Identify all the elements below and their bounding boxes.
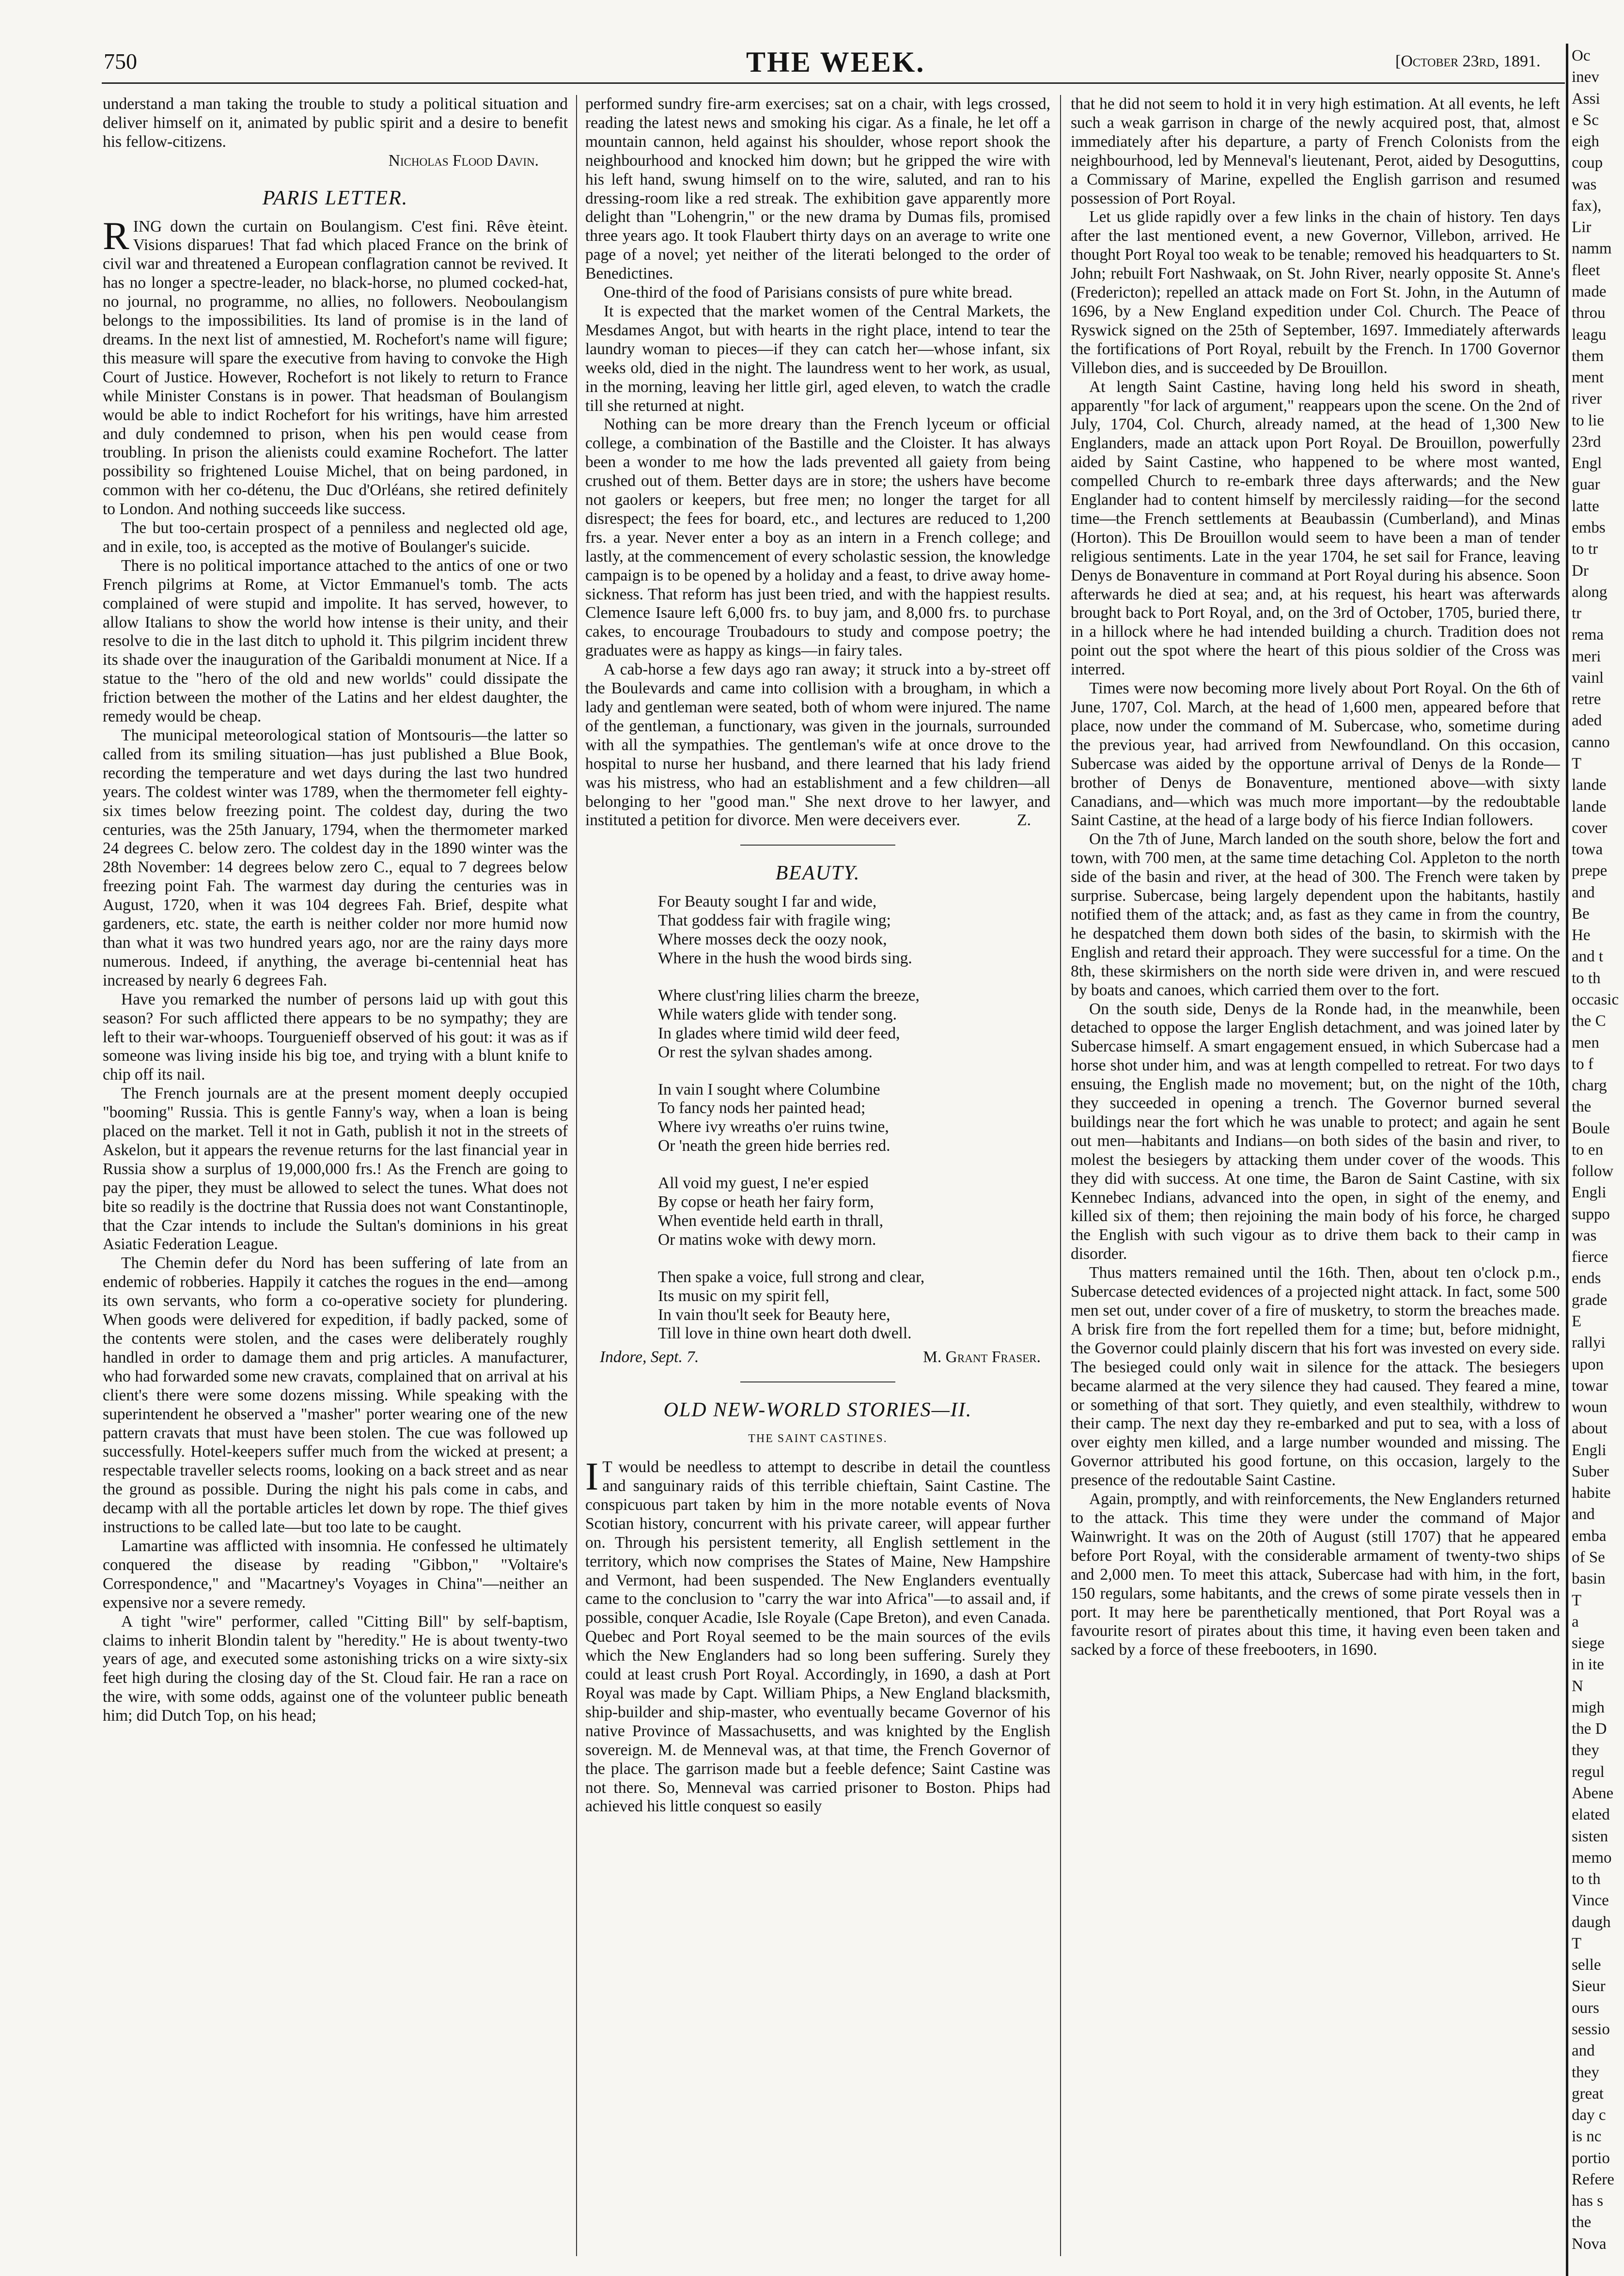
adjacent-page-fragment: daugh bbox=[1572, 1914, 1611, 1931]
poem-stanza bbox=[658, 1174, 1050, 1250]
paragraph: At length Saint Castine, having long held his sword in sheath, apparently "for lack of argument," reappears upon the scene. On the 2nd of July, 1704, Col. Church, already named, at the head of 1,300 New Englanders, made an attack upon Port Royal. De Brouillon, powerfully aided by Saint Castine, who happened to be where most wanted, compelled Church to re-embark three days afterwards; and the New Englander had to content himself by mercilessly raiding—for the second time—the French settlements at Beaubassin (Cumberland), and Minas (Horton). This De Brouillon would seem to have been a man of tender religious sentiments. Late in the year 1704, he set sail for France, leaving Denys de Bonaventure in command at Port Royal during his absence. Soon afterwards he died at sea; and, at his request, his heart was afterwards brought back to Port Royal, and, on the 3rd of October, 1705, buried there, in a hillock where he had intended building a church. Tradition does not point out the spot where the heart of this pious soldier of the Cross was interred. bbox=[1071, 377, 1560, 679]
paragraph: Times were now becoming more lively about Port Royal. On the 6th of June, 1707, Col. March, at the head of 1,600 men, appeared before that place, now under the command of M. Subercase, who, sometime during the previous year, had arrived from Newfoundland. On this occasion, Subercase was aided by the opportune arrival of Denys de la Ronde—brother of Denys de Bonaventure, mentioned above—with sixty Canadians, and—which was much more important—by the redoubtable Saint Castine, at the head of a large body of his fierce Indian followers. bbox=[1071, 679, 1560, 830]
adjacent-page-fragment: men bbox=[1572, 1034, 1599, 1052]
adjacent-page-fragment: to lie bbox=[1572, 412, 1604, 429]
adjacent-page-edge bbox=[1569, 0, 1624, 2276]
journal-title: THE WEEK. bbox=[746, 46, 925, 78]
adjacent-page-fragment: Engli bbox=[1572, 1442, 1607, 1459]
adjacent-page-fragment: and bbox=[1572, 2042, 1595, 2059]
poem-line: Then spake a voice, full strong and clear, bbox=[658, 1268, 925, 1286]
adjacent-page-fragment: has s bbox=[1572, 2192, 1604, 2210]
adjacent-page-fragment: aded bbox=[1572, 712, 1602, 729]
adjacent-page-fragment: canno bbox=[1572, 734, 1610, 751]
section-title-old-new-world-stories: OLD NEW-WORLD STORIES—II. bbox=[663, 1399, 972, 1422]
adjacent-page-fragment: T bbox=[1572, 1935, 1582, 1952]
issue-date: [October 23rd, 1891. bbox=[1395, 52, 1541, 70]
adjacent-page-fragment: to tr bbox=[1572, 540, 1598, 558]
adjacent-page-fragment: Dr bbox=[1572, 562, 1589, 580]
adjacent-page-fragment: Abene bbox=[1572, 1785, 1614, 1802]
adjacent-page-fragment: them bbox=[1572, 347, 1604, 365]
paragraph: The French journals are at the present moment deeply occupied "booming" Russia. This is gentle Fanny's way, when a loan is being placed on the market. Tell it not in Gath, publish it not in the streets of Askelon, but it appears the revenue returns for the last financial year in Russia show a surplus of 19,000,000 frs.! As the French are going to pay the piper, they must be allowed to select the tunes. What does not bite so readily is the doctrine that Russia does not want Constantinople, that the Czar intends to include the Sultan's dominions in his great Asiatic Federation League. bbox=[103, 1084, 568, 1254]
adjacent-page-fragment: Sieur bbox=[1572, 1978, 1606, 1995]
poem-line: Where in the hush the wood birds sing. bbox=[658, 949, 912, 967]
adjacent-page-fragment: Suber bbox=[1572, 1463, 1609, 1480]
paragraph: It is expected that the market women of the Central Markets, the Mesdames Angot, but with hearts in the right place, intend to tear the laundry woman to pieces—if they can catch her—whose infant, six weeks old, died in the night. The laundress went to her work, as usual, in the morning, leaving her little girl, aged eleven, to watch the cradle till she returned at night. bbox=[585, 302, 1050, 415]
section-title-beauty: BEAUTY. bbox=[775, 862, 860, 885]
adjacent-page-fragment: Boule bbox=[1572, 1120, 1610, 1137]
paragraph: One-third of the food of Parisians consists of pure white bread. bbox=[604, 283, 1013, 302]
adjacent-page-fragment: T bbox=[1572, 1592, 1582, 1609]
paragraph: Thus matters remained until the 16th. Then, about ten o'clock p.m., Subercase detected evidences of a projected night attack. In fact, some 500 men set out, under cover of a fire of musketry, to storm the breaches made. A brisk fire from the fort repelled them for a time; but, before midnight, the Governor could plainly discern that his fort was invested on every side. The besieged could only wait in silence for the attack. The besiegers became alarmed at the very silence they had caused. They feared a mine, or something of that sort. They quietly, and even stealthily, withdrew to their camp. The next day they re-embarked and put to sea, with a loss of over eighty men killed, and a large number wounded and missing. The Governor attributed his good fortune, on this occasion, largely to the presence of the redoutable Saint Castine. bbox=[1071, 1264, 1560, 1490]
adjacent-page-fragment: great bbox=[1572, 2085, 1604, 2103]
paragraph: The but too-certain prospect of a penniless and neglected old age, and in exile, too, is accepted as the motive of Boulanger's suicide. bbox=[103, 519, 568, 556]
adjacent-page-fragment: leagu bbox=[1572, 326, 1607, 344]
adjacent-page-fragment: Nova bbox=[1572, 2235, 1607, 2253]
adjacent-page-fragment: fierce bbox=[1572, 1248, 1608, 1266]
adjacent-page-fragment: was bbox=[1572, 176, 1597, 193]
column-3 bbox=[1071, 95, 1560, 2256]
adjacent-page-fragment: selle bbox=[1572, 1956, 1601, 1974]
adjacent-page-fragment: cover bbox=[1572, 819, 1608, 837]
column-2 bbox=[585, 95, 1050, 2256]
adjacent-page-fragment: E bbox=[1572, 1313, 1582, 1330]
adjacent-page-fragment: made bbox=[1572, 283, 1607, 300]
adjacent-page-fragment: a bbox=[1572, 1613, 1579, 1631]
adjacent-page-fragment: the D bbox=[1572, 1720, 1607, 1738]
paragraph: Have you remarked the number of persons laid up with gout this season? For such afflicted there appears to be no sympathy; they are left to their war-whoops. Tourguenieff observed of his gout: it was as if someone was living inside his big toe, and trying with a blunt knife to chip off its nail. bbox=[103, 990, 568, 1084]
adjacent-page-fragment: and bbox=[1572, 1506, 1595, 1523]
adjacent-page-fragment: towar bbox=[1572, 1377, 1608, 1395]
poem-line: For Beauty sought I far and wide, bbox=[658, 893, 877, 911]
adjacent-page-fragment: to th bbox=[1572, 970, 1601, 987]
poem-line: Where clust'ring lilies charm the breeze, bbox=[658, 986, 920, 1005]
adjacent-page-fragment: they bbox=[1572, 2064, 1599, 2081]
paragraph: that he did not seem to hold it in very high estimation. At all events, he left such a weak garrison in charge of the newly acquired post, that, almost immediately after his departure, a party of French Colonists from the neighbourhood, led by Menneval's lieutenant, Perot, aided by Desoguttins, a Commissary of Marine, expelled the English garrison and resumed possession of Port Royal. bbox=[1071, 95, 1560, 207]
adjacent-page-fragment: sessio bbox=[1572, 2021, 1610, 2038]
adjacent-page-fragment: Oc bbox=[1572, 47, 1591, 64]
adjacent-page-fragment: and bbox=[1572, 884, 1595, 901]
adjacent-page-fragment: ment bbox=[1572, 369, 1604, 386]
section-title-paris-letter: PARIS LETTER. bbox=[262, 187, 408, 209]
paragraph: Again, promptly, and with reinforcements, the New Englanders returned to the attack. This time they were under the command of Major Wainwright. It was on the 20th of August (still 1707) that he appeared before Port Royal, with the considerable armament of twenty-two ships and 2,000 men. To meet this attack, Subercase had with him, in the fort, 150 regulars, some habitants, and the crews of some pirate vessels then in port. It may here be parenthetically mentioned, that Port Royal was a favourite resort of pirates about this time, it having even been taken and sacked by a force of these freebooters, in 1690. bbox=[1071, 1490, 1560, 1659]
adjacent-page-fragment: Engli bbox=[1572, 1184, 1607, 1201]
adjacent-page-fragment: vainl bbox=[1572, 669, 1604, 687]
adjacent-page-fragment: occasic bbox=[1572, 991, 1619, 1008]
paragraph: Lamartine was afflicted with insomnia. He confessed he ultimately conquered the disease by reading "Gibbon," "Voltaire's Correspondence," and "Macartney's Voyages in China"—neither an expensive nor a severe remedy. bbox=[103, 1537, 568, 1612]
poem-line: In vain I sought where Columbine bbox=[658, 1080, 880, 1099]
column-divider bbox=[1060, 95, 1061, 2256]
adjacent-page-fragment: ends bbox=[1572, 1270, 1601, 1287]
adjacent-page-fragment: habite bbox=[1572, 1484, 1611, 1502]
poem-line: Or rest the sylvan shades among. bbox=[658, 1043, 873, 1061]
paragraph: On the south side, Denys de la Ronde had, in the meanwhile, been detached to oppose the larger English detachment, and was joined later by Subercase himself. A smart engagement ensued, in which Subercase had a horse shot under him, and was at length compelled to retreat. For two days ensuing, the English made no movement; but, on the night of the 10th, they succeeded in opening a trench. The Governor burned several buildings near the fort which he was unable to protect; and again he sent out men—habitants and Indians—on both sides of the basin and river, to molest the besiegers by attacking them under cover of the woods. This they did with success. At one time, the Baron de Saint Castine, with six Kennebec Indians, advanced into the open, in sight of the enemy, and killed six of them; then rejoining the main body of his force, he charged the English with such vigour as to drive them back to their camp in disorder. bbox=[1071, 1000, 1560, 1263]
adjacent-page-fragment: ours bbox=[1572, 1999, 1599, 2017]
adjacent-page-fragment: Be bbox=[1572, 905, 1590, 923]
adjacent-page-fragment: elated bbox=[1572, 1806, 1610, 1823]
adjacent-page-fragment: embs bbox=[1572, 519, 1606, 536]
adjacent-page-fragment: rallyi bbox=[1572, 1334, 1606, 1351]
paragraph: performed sundry fire-arm exercises; sat on a chair, with legs crossed, reading the latest news and smoking his cigar. As a finale, he let off a mountain cannon, held against his shoulder, whose report shook the neighbourhood and knocked him down; but he gripped the wire with his left hand, swung himself on to the wire, saluted, and ran to his dressing-room like a red streak. The exhibition gave apparently more delight than "Lohengrin," or the new drama by Dumas fils, promised three years ago. It took Flaubert thirty days on an average to write one page of a novel; yet neither of the literati belonged to the order of Benedictines. bbox=[585, 95, 1050, 283]
adjacent-page-fragment: woun bbox=[1572, 1398, 1608, 1416]
page-number: 750 bbox=[104, 49, 137, 74]
adjacent-page-fragment: of Se bbox=[1572, 1549, 1605, 1566]
drop-cap: I bbox=[585, 1454, 599, 1499]
adjacent-page-fragment: fleet bbox=[1572, 262, 1600, 279]
paragraph: A cab-horse a few days ago ran away; it struck into a by-street off the Boulevards and came into collision with a brougham, in which a lady and gentleman were seated, both of whom were injured. The name of the gentleman, a functionary, was given in the journals, surrounded with all the sympathies. The gentleman's wife at once drove to the hospital to nurse her husband, and there learned that his lady friend was his mistress, who had an establishment and a few children—all belonging to her "good man." She next drove to her lawyer, and instituted a petition for divorce. Men were deceivers ever. Z. bbox=[585, 660, 1050, 830]
adjacent-page-fragment: inev bbox=[1572, 68, 1599, 86]
adjacent-page-fragment: the C bbox=[1572, 1012, 1606, 1030]
poem-line: When eventide held earth in thrall, bbox=[658, 1211, 884, 1230]
adjacent-page-fragment: lande bbox=[1572, 798, 1607, 816]
adjacent-page-fragment: Refere bbox=[1572, 2171, 1614, 2188]
poem-stanza bbox=[658, 1268, 1050, 1344]
adjacent-page-fragment: grade bbox=[1572, 1291, 1608, 1309]
paragraph: Let us glide rapidly over a few links in the chain of history. Ten days after the last mentioned event, a new Governor, Villebon, arrived. He thought Port Royal too weak to be tenable; removed his headquarters to St. John; rebuilt Fort Nashwaak, on St. John River, nearly opposite St. Anne's (Fredericton); repelled an attack made on Fort St. John, in the Autumn of 1696, by a New England expedition under Col. Church. The Peace of Ryswick signed on the 25th of September, 1697. Immediately afterwards the fortifications of Port Royal, rebuilt by the French. In 1700 Governor Villebon dies, and is succeeded by De Brouillon. bbox=[1071, 208, 1560, 377]
adjacent-page-fragment: charg bbox=[1572, 1077, 1607, 1094]
adjacent-page-fragment: and t bbox=[1572, 948, 1604, 965]
poem-line: Till love in thine own heart doth dwell. bbox=[658, 1324, 912, 1343]
adjacent-page-fragment: suppo bbox=[1572, 1206, 1610, 1223]
paragraph: The Chemin defer du Nord has been suffering of late from an endemic of robberies. Happily it catches the rogues in the end—among its own servants, who form a co-operative society for plundering. When goods were delivered for expedition, if badly packed, some of the contents were stolen, and the cases were deliberately roughly handled in order to damage them and prig articles. A manufacturer, who had forwarded some new cravats, complained that on arrival at his client's there were some dozens missing. While speaking with the superintendent he observed a "masher" porter wearing one of the new pattern cravats that must have been stolen. The cue was followed up successfully. Hotel-keepers suffer much from the wicked at present; a respectable traveller selects rooms, looking on a back street and as near the ground as possible. During the night his pals come in cabs, and decamp with all the portable articles let down by rope. The thief gives instructions to be called late—but too late to be caught. bbox=[103, 1254, 568, 1537]
adjacent-page-fragment: rema bbox=[1572, 626, 1604, 644]
poem-line: While waters glide with tender song. bbox=[658, 1005, 897, 1023]
paragraph: understand a man taking the trouble to study a political situation and deliver himself on it, animated by public spirit and a desire to benefit his fellow-citizens. bbox=[103, 95, 568, 151]
poem-line: In vain thou'lt seek for Beauty here, bbox=[658, 1305, 890, 1324]
poem-line: Where ivy wreaths o'er ruins twine, bbox=[658, 1118, 889, 1136]
adjacent-page-fragment: the bbox=[1572, 2213, 1592, 2231]
adjacent-page-fragment: tr bbox=[1572, 605, 1582, 622]
adjacent-page-fragment: eigh bbox=[1572, 133, 1599, 150]
paragraph: On the 7th of June, March landed on the south shore, below the fort and town, with 700 men, at the same time detaching Col. Appleton to the north side of the basin and river, at the head of 300. The French were taken by surprise. Subercase, being largely dependent upon the habitants, hastily notified them of the attack; and, as fast as they came in from the country, he despatched them down both sides of the basin, to skirmish with the English and retard their approach. They were successful for a time. On the 8th, these skirmishers on the north side were driven in, and were rescued by boats and canoes, which carried them over to the fort. bbox=[1071, 830, 1560, 999]
adjacent-page-fragment: siege bbox=[1572, 1634, 1605, 1652]
poem-line: Or 'neath the green hide berries red. bbox=[658, 1137, 890, 1155]
poem-stanza bbox=[658, 1081, 1050, 1156]
adjacent-page-fragment: was bbox=[1572, 1227, 1597, 1244]
adjacent-page-fragment: portio bbox=[1572, 2150, 1610, 2167]
column-divider bbox=[576, 95, 577, 2256]
adjacent-page-fragment: lande bbox=[1572, 776, 1607, 794]
adjacent-page-fragment: 23rd bbox=[1572, 433, 1601, 451]
adjacent-page-fragment: memo bbox=[1572, 1849, 1612, 1867]
adjacent-page-fragment: Engl bbox=[1572, 455, 1602, 472]
poem-place-date: Indore, Sept. 7. bbox=[600, 1348, 699, 1366]
paragraph: I T would be needless to attempt to describe in detail the countless and sanguinary raids of this terrible chieftain, Saint Castine. The conspicuous part taken by him in the more notable events of Nova Scotian history, concurrent with his private career, will appear further on. Through his persistent temerity, all English settlement in the territory, which now comprises the States of Maine, New Hampshire and Vermont, had been suspended. The New Englanders eventually came to the conclusion to "carry the war into Africa"—to assail and, if possible, conquer Acadie, Isle Royale (Cape Breton), and even Canada. Quebec and Port Royal seemed to be the main sources of the evils which the New Englanders had so long been suffering. Surely they could at least crush Port Royal. Accordingly, in 1690, a dash at Port Royal was made by Capt. William Phips, a New England blacksmith, ship-builder and ship-master, who eventually became Governor of his native Province of Massachusetts, and was knighted by the English sovereign. M. de Menneval was, at that time, the French Governor of the place. The garrison made but a feeble defence; Saint Castine was not there. So, Menneval was carried prisoner to Boston. Phips had achieved his little conquest so easily bbox=[585, 1454, 1050, 1816]
adjacent-page-fragment: guar bbox=[1572, 476, 1600, 493]
adjacent-page-fragment: coup bbox=[1572, 154, 1603, 172]
adjacent-page-fragment: follow bbox=[1572, 1162, 1614, 1180]
section-rule bbox=[740, 1381, 895, 1382]
poem-line: Or matins woke with dewy morn. bbox=[658, 1230, 876, 1249]
adjacent-page-fragment: meri bbox=[1572, 648, 1601, 665]
column-1 bbox=[103, 95, 568, 2256]
adjacent-page-fragment: fax), bbox=[1572, 197, 1602, 215]
adjacent-page-fragment: in ite bbox=[1572, 1656, 1604, 1673]
adjacent-page-fragment: Assi bbox=[1572, 90, 1600, 108]
adjacent-page-fragment: emba bbox=[1572, 1527, 1607, 1545]
poem-stanza bbox=[658, 893, 1050, 968]
adjacent-page-fragment: to th bbox=[1572, 1870, 1601, 1888]
paragraph: Nothing can be more dreary than the French lyceum or official college, a combination of the Bastille and the Cloister. It has always been a wonder to me how the lads prevented all gaiety from being crushed out of them. Better days are in store; the ushers have become not gaolers or keepers, but free men; no longer the target for all disrespect; the fees for board, etc., and lectures are reduced to 1,200 frs. a year. Never enter a boy as an intern in a French college; and lastly, at the commencement of every scholastic session, the knowledge campaign is to be opened by a holiday and a feast, to drive away home-sickness. That reform has just been tried, and with the happiest results. Clemence Isaure left 6,000 frs. to buy jam, and 8,000 frs. to purchase cakes, to encourage Troubadours to study and compose poetry; the graduates were as happy as kings—in fairy tales. bbox=[585, 415, 1050, 660]
poem-line: To fancy nods her painted head; bbox=[658, 1099, 866, 1117]
author-signature: Z. bbox=[1017, 811, 1031, 830]
adjacent-page-fragment: towa bbox=[1572, 841, 1603, 858]
adjacent-page-fragment: Lir bbox=[1572, 219, 1592, 236]
paragraph: There is no political importance attached to the antics of one or two French pilgrims at Rome, at Victor Emmanuel's tomb. The acts complained of were stupid and impolite. It has served, however, to allow Italians to show the world how intense is their unity, and their resolve to die in the last ditch to uphold it. This pilgrim incident threw its shade over the inauguration of the Garibaldi monument at Nice. If a statue to the "hero of the old and new worlds" could dissipate the friction between the mother of the Latins and her eldest daughter, the remedy would be cheap. bbox=[103, 556, 568, 726]
adjacent-page-fragment: prepe bbox=[1572, 862, 1608, 879]
paragraph: The municipal meteorological station of Montsouris—the latter so called from its smiling situation—has just published a Blue Book, recording the temperature and wet days during the last two hundred years. The coldest winter was 1789, when the thermometer fell eighty-six times below freezing point. The coldest day, during the two centuries, was the 25th January, 1794, when the thermometer marked 24 degrees C. below zero. The coldest day in the 1890 winter was the 28th November: 14 degrees below zero C., equal to 7 degrees below freezing point Fah. The warmest day during the centuries was in August, 1720, when it was 104 degrees Fah. Brief, despite what gardeners, etc. state, the earth is neither colder nor more humid now than what it was two hundred years ago, nor are the rainy days more numerous. Indeed, if anything, the average bi-centennial heat has increased by nearly 6 degrees Fah. bbox=[103, 726, 568, 989]
poem-signature bbox=[600, 1348, 1041, 1367]
poem-line: That goddess fair with fragile wing; bbox=[658, 911, 891, 930]
adjacent-page-fragment: the bbox=[1572, 1098, 1592, 1115]
adjacent-page-fragment: Vince bbox=[1572, 1892, 1609, 1909]
adjacent-page-fragment: river bbox=[1572, 390, 1602, 408]
adjacent-page-fragment: is nc bbox=[1572, 2128, 1602, 2145]
paragraph: A tight "wire" performer, called "Citting Bill" by self-baptism, claims to inherit Blondin talent by "heredity." He is about twenty-two years of age, and executed some astonishing tricks on a wire sixty-six feet high during the closing day of the St. Cloud fair. He ran a race on the wire, with some odds, against one of the volunteer public beneath him; did Dutch Top, on his head; bbox=[103, 1612, 568, 1725]
poem-line: Where mosses deck the oozy nook, bbox=[658, 930, 887, 949]
adjacent-page-fragment: e Sc bbox=[1572, 111, 1599, 129]
poem-line: Its music on my spirit fell, bbox=[658, 1287, 829, 1305]
page-gutter-edge bbox=[1566, 44, 1568, 2276]
adjacent-page-fragment: they bbox=[1572, 1742, 1599, 1759]
section-rule bbox=[740, 845, 895, 846]
drop-cap: R bbox=[103, 213, 129, 258]
adjacent-page-fragment: sisten bbox=[1572, 1828, 1608, 1845]
adjacent-page-fragment: regul bbox=[1572, 1763, 1605, 1781]
adjacent-page-fragment: throu bbox=[1572, 304, 1606, 322]
poem-line: By copse or heath her fairy form, bbox=[658, 1193, 874, 1211]
header-rule bbox=[102, 82, 1565, 84]
adjacent-page-fragment: latte bbox=[1572, 498, 1599, 515]
adjacent-page-fragment: migh bbox=[1572, 1699, 1605, 1716]
adjacent-page-fragment: day c bbox=[1572, 2106, 1606, 2124]
section-subtitle: THE SAINT CASTINES. bbox=[748, 1432, 888, 1445]
adjacent-page-fragment: namm bbox=[1572, 240, 1612, 257]
poem-line: All void my guest, I ne'er espied bbox=[658, 1174, 869, 1193]
poem-author: M. Grant Fraser. bbox=[923, 1348, 1041, 1366]
adjacent-page-fragment: to en bbox=[1572, 1141, 1604, 1159]
paragraph: RING down the curtain on Boulangism. C'est fini. Rêve èteint. Visions disparues! That fad which placed France on the brink of civil war and threatened a European conflagration cannot be revived. It has no longer a spectre-leader, no black-horse, no plumed cocked-hat, no journal, no programme, no allies, no followers. Neoboulangism belongs to the impossibilities. Its land of promise is in the land of dreams. In the next list of amnestied, M. Rochefort's name will figure; this measure will spare the executive from having to convoke the High Court of Justice. However, Rochefort is not likely to return to France while Minister Constans is in power. That headsman of Boulangism would be able to indict Rochefort for his writings, have him arrested and duly condemned to prison, when his pen would cease from troubling. In prison the alienists could examine Rochefort. The latter possibility so frightened Louise Michel, that on being pardoned, in common with her co-détenu, the Duc d'Orléans, she retired definitely to London. And nothing succeeds like success. bbox=[103, 213, 568, 518]
adjacent-page-fragment: to f bbox=[1572, 1055, 1593, 1073]
adjacent-page-fragment: N bbox=[1572, 1678, 1583, 1695]
adjacent-page-fragment: He bbox=[1572, 926, 1591, 944]
adjacent-page-fragment: along bbox=[1572, 583, 1608, 601]
adjacent-page-fragment: about bbox=[1572, 1420, 1608, 1437]
adjacent-page-fragment: upon bbox=[1572, 1356, 1604, 1373]
poem-stanza bbox=[658, 987, 1050, 1062]
adjacent-page-fragment: T bbox=[1572, 755, 1582, 772]
poem bbox=[658, 893, 1050, 1343]
poem-line: In glades where timid wild deer feed, bbox=[658, 1024, 900, 1042]
adjacent-page-fragment: basin bbox=[1572, 1570, 1606, 1587]
adjacent-page-fragment: retre bbox=[1572, 691, 1601, 708]
author-signature: Nicholas Flood Davin. bbox=[388, 151, 539, 170]
